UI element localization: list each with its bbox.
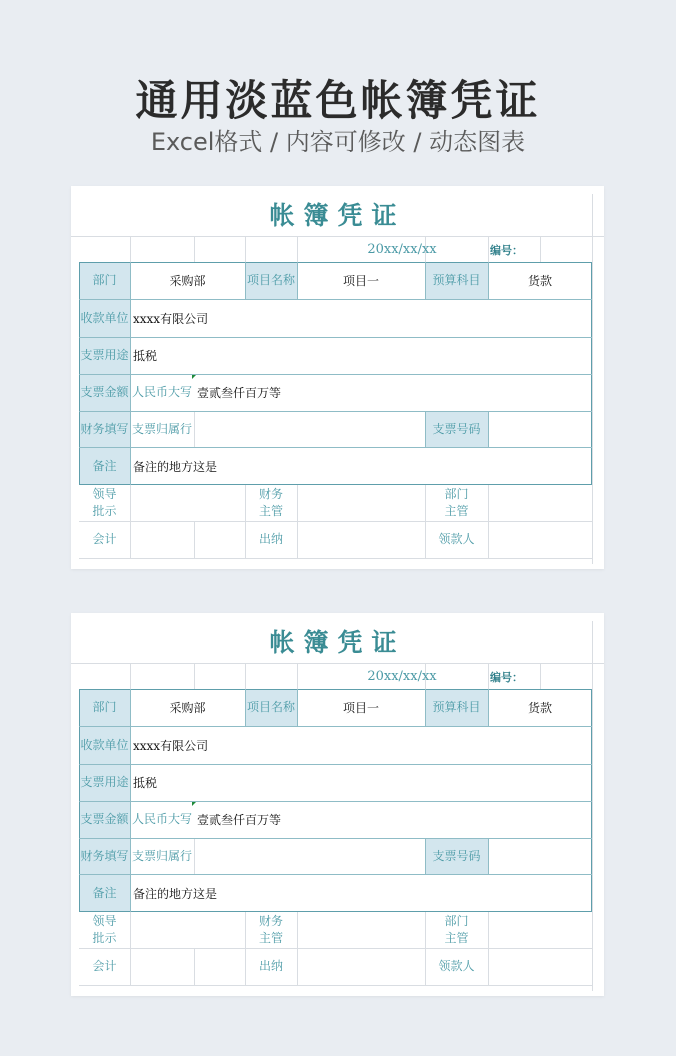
remark-value[interactable]: 备注的地方这是 (133, 459, 218, 474)
dept-manager-label: 部门 主管 (444, 487, 469, 518)
finance-manager-value[interactable] (297, 912, 425, 948)
remark-label: 备注 (79, 447, 130, 485)
bank-value[interactable] (194, 411, 425, 447)
finance-manager-label: 财务 主管 (258, 487, 283, 518)
purpose-label: 支票用途 (79, 337, 130, 374)
voucher-date[interactable]: 20xx/xx/xx (367, 242, 437, 257)
page-title: 通用淡蓝色帐簿凭证 (135, 76, 541, 125)
finance-label: 财务填写 (79, 411, 130, 447)
accountant-value[interactable] (130, 521, 194, 558)
project-label: 项目名称 (245, 262, 297, 299)
budget-value[interactable]: 货款 (527, 274, 552, 288)
payee-label: 收款单位 (79, 299, 130, 337)
receiver-value[interactable] (488, 948, 592, 985)
check-number-value[interactable] (488, 411, 592, 447)
budget-value[interactable]: 货款 (527, 701, 552, 715)
cashier-value[interactable] (297, 948, 425, 985)
project-value[interactable]: 项目一 (342, 274, 379, 288)
receiver-value[interactable] (488, 521, 592, 558)
remark-value[interactable]: 备注的地方这是 (133, 886, 218, 901)
accountant-value[interactable] (130, 948, 194, 985)
receiver-label: 领款人 (438, 532, 475, 546)
dept-manager-value[interactable] (488, 912, 592, 948)
cashier-value[interactable] (297, 521, 425, 558)
bank-value[interactable] (194, 838, 425, 874)
accountant-label: 会计 (92, 532, 117, 546)
dept-value[interactable]: 采购部 (169, 701, 206, 715)
cashier-label: 出纳 (258, 532, 283, 546)
accountant-label: 会计 (92, 959, 117, 973)
amount-value[interactable]: 壹贰叁仟百万等 (197, 386, 282, 400)
receiver-label: 领款人 (438, 959, 475, 973)
voucher-sheet (71, 613, 604, 996)
voucher-number-label: 编号： (490, 244, 523, 257)
purpose-value[interactable]: 抵税 (133, 349, 158, 363)
finance-manager-label: 财务 主管 (258, 914, 283, 945)
dept-label: 部门 (79, 689, 130, 726)
leader-approval-value[interactable] (130, 912, 245, 948)
amount-sub-label: 人民币大写 (131, 385, 192, 399)
finance-manager-value[interactable] (297, 485, 425, 521)
remark-label: 备注 (79, 874, 130, 912)
dept-label: 部门 (79, 262, 130, 299)
bank-label: 支票归属行 (131, 421, 192, 436)
amount-sub-label: 人民币大写 (131, 812, 192, 826)
amount-label: 支票金额 (79, 374, 130, 411)
payee-value[interactable]: xxxx有限公司 (133, 738, 209, 753)
leader-approval-value[interactable] (130, 485, 245, 521)
amount-label: 支票金额 (79, 801, 130, 838)
leader-approval-label: 领导 批示 (92, 487, 117, 518)
page-subtitle: Excel格式 / 内容可修改 / 动态图表 (150, 128, 526, 156)
budget-label: 预算科目 (425, 689, 488, 726)
cashier-label: 出纳 (258, 959, 283, 973)
voucher-sheet (71, 186, 604, 569)
dept-manager-value[interactable] (488, 485, 592, 521)
check-number-label: 支票号码 (425, 411, 488, 447)
voucher-date[interactable]: 20xx/xx/xx (367, 669, 437, 684)
dept-manager-label: 部门 主管 (444, 914, 469, 945)
bank-label: 支票归属行 (131, 848, 192, 863)
project-label: 项目名称 (245, 689, 297, 726)
amount-value[interactable]: 壹贰叁仟百万等 (197, 813, 282, 827)
dept-value[interactable]: 采购部 (169, 274, 206, 288)
project-value[interactable]: 项目一 (342, 701, 379, 715)
leader-approval-label: 领导 批示 (92, 914, 117, 945)
payee-label: 收款单位 (79, 726, 130, 764)
check-number-value[interactable] (488, 838, 592, 874)
finance-label: 财务填写 (79, 838, 130, 874)
voucher-number-label: 编号： (490, 671, 523, 684)
payee-value[interactable]: xxxx有限公司 (133, 311, 209, 326)
purpose-label: 支票用途 (79, 764, 130, 801)
voucher-title: 帐簿凭证 (269, 201, 406, 230)
purpose-value[interactable]: 抵税 (133, 776, 158, 790)
check-number-label: 支票号码 (425, 838, 488, 874)
budget-label: 预算科目 (425, 262, 488, 299)
voucher-title: 帐簿凭证 (269, 628, 406, 657)
